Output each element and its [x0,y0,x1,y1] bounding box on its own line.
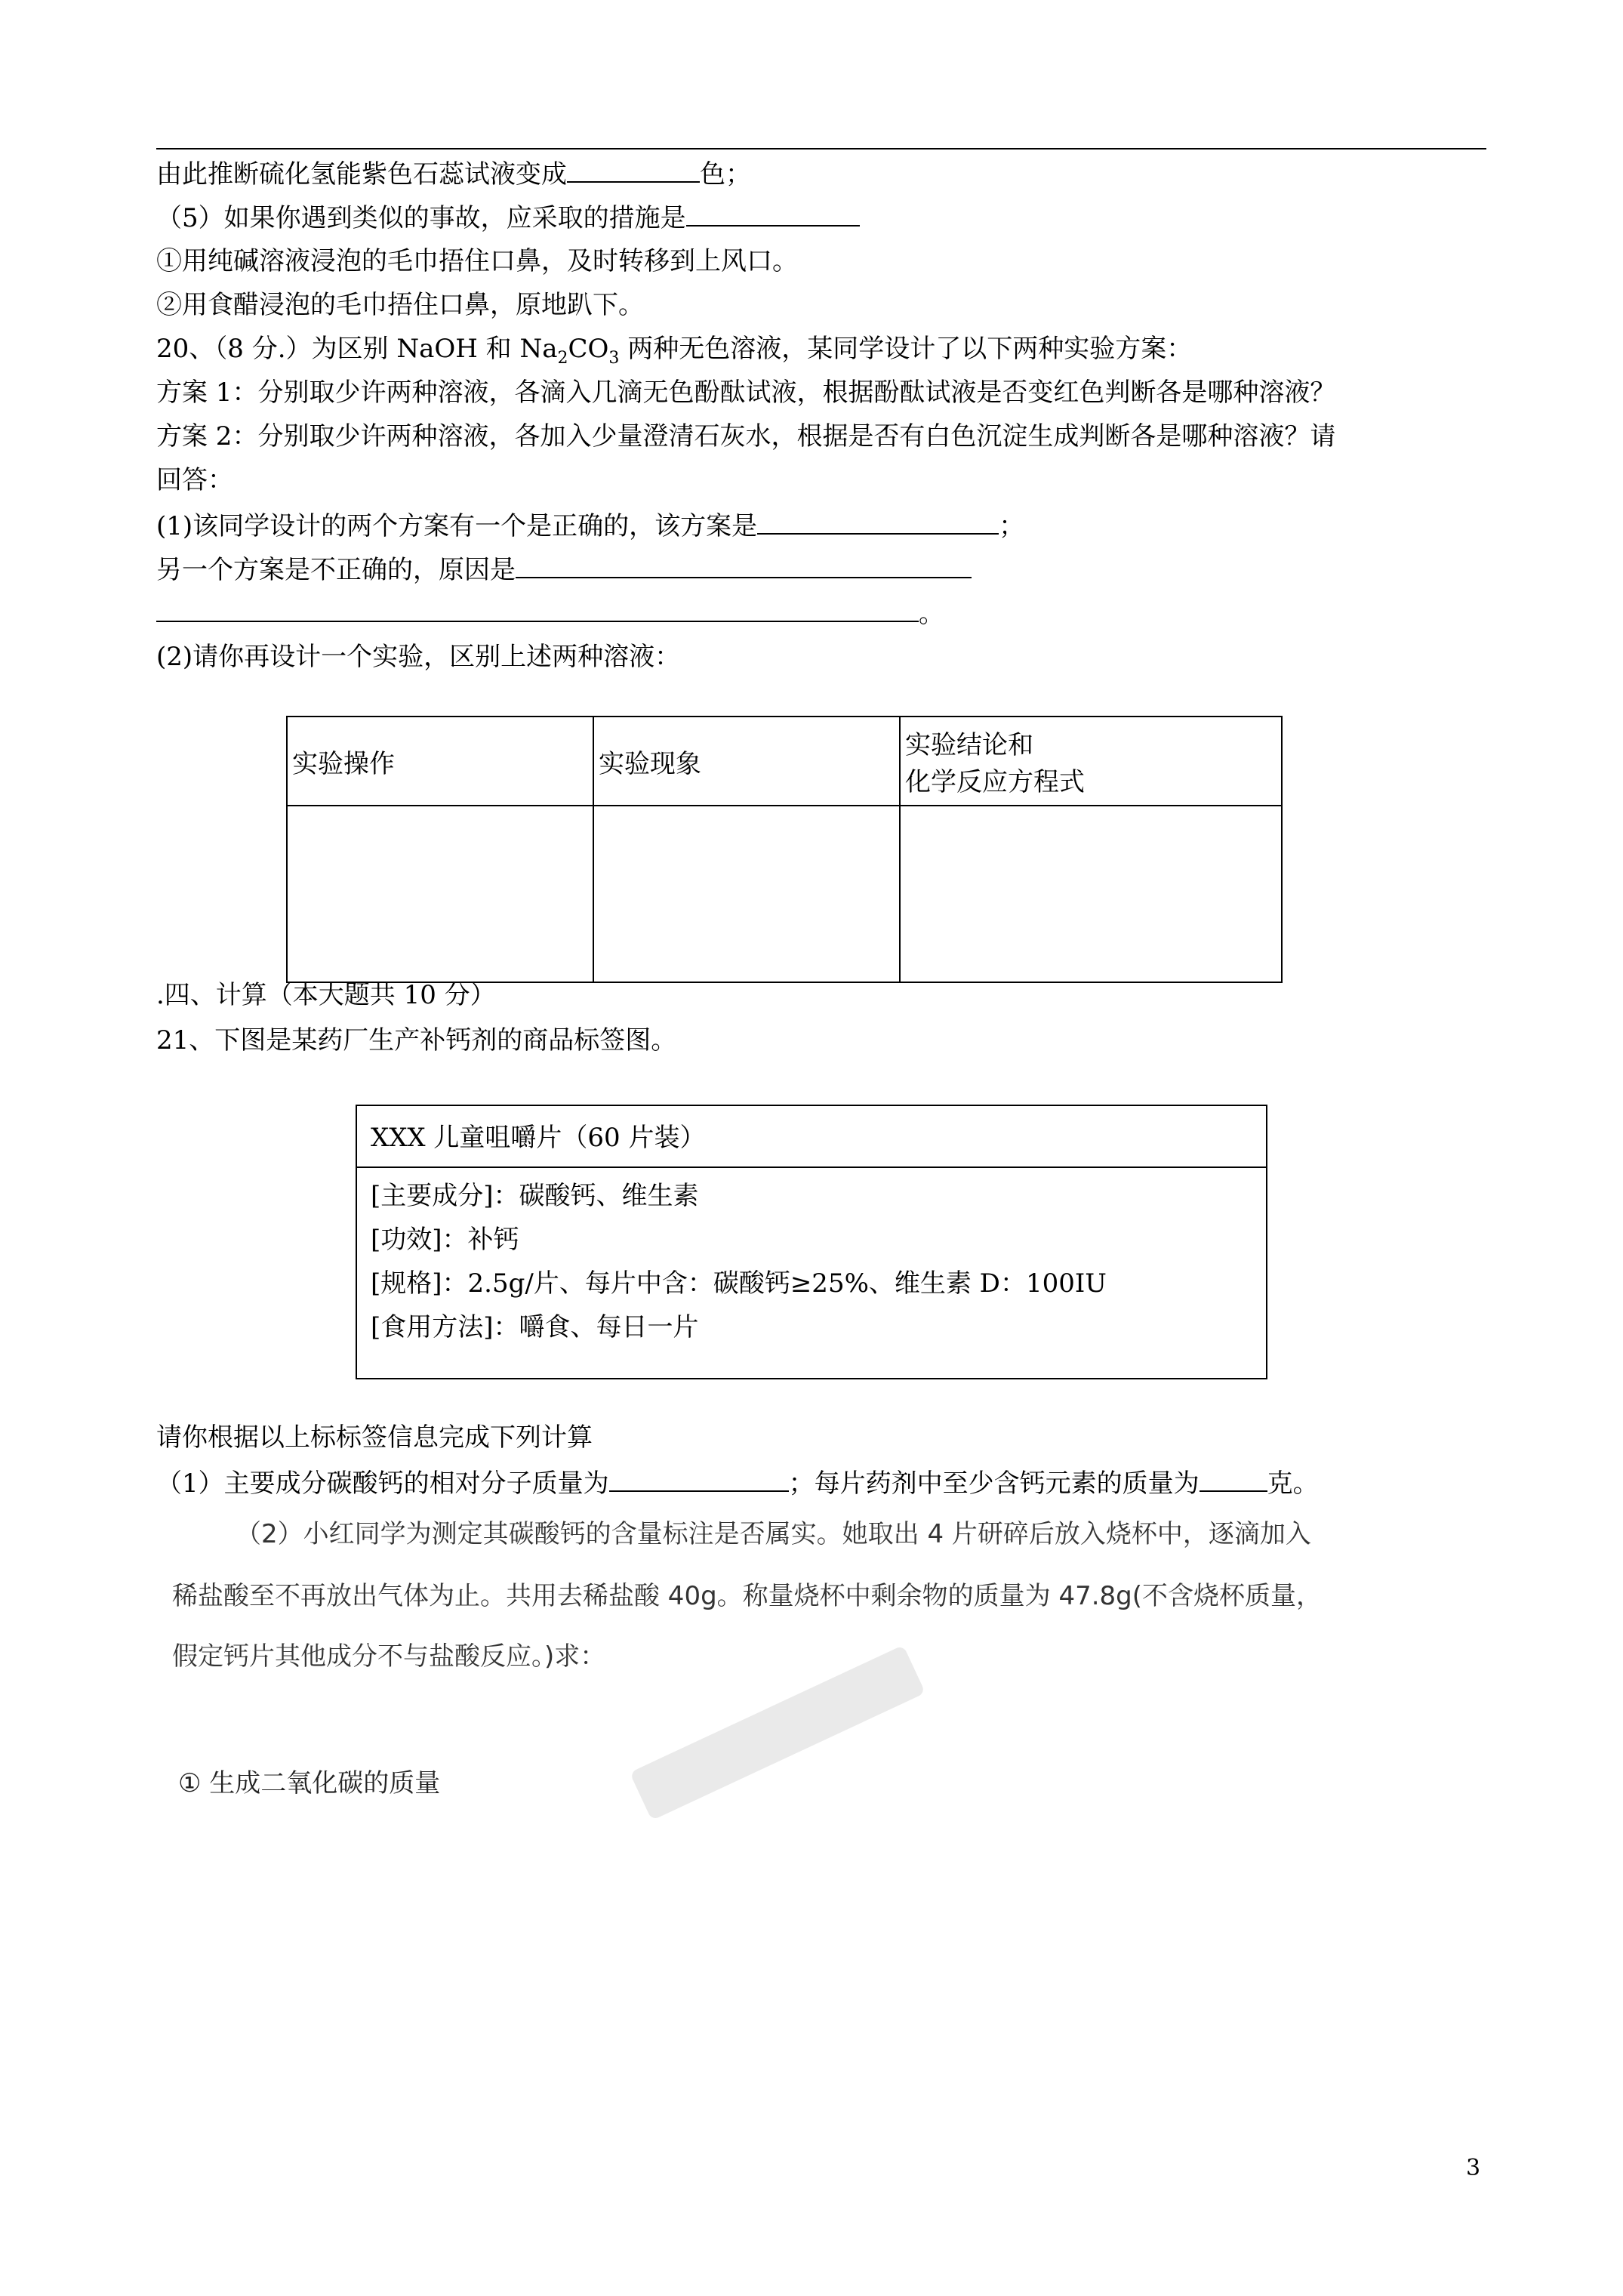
q21-part2: （2）小红同学为测定其碳酸钙的含量标注是否属实。她取出 4 片研碎后放入烧杯中，逐滴加入 [236,1519,1311,1549]
answer-prompt: 回答： [156,465,233,495]
q21-part2-cont2: 假定钙片其他成分不与盐酸反应。)求： [172,1641,606,1672]
text: 。 [919,599,944,629]
line-q5 [156,199,860,235]
q20-part1 [156,507,1024,543]
text: CO [568,334,609,364]
header-text: 实验现象 [599,748,701,779]
page-number: 3 [1466,2155,1481,2181]
table-cell [900,806,1282,982]
plan-1: 方案 1：分别取少许两种溶液，各滴入几滴无色酚酞试液，根据酚酞试液是否变红色判断各是哪种溶液？ [156,378,1336,408]
experiment-table [286,716,1283,983]
table-cell [287,806,593,982]
section-heading: .四、计算（本大题共 10 分） [156,980,496,1010]
subscript: 2 [557,348,568,368]
q21-subquestion-1: ① 生成二氧化碳的质量 [178,1768,441,1798]
text: 由此推断硫化氢能紫色石蕊试液变成 [156,159,567,190]
answer-blank [156,595,919,622]
table-row [287,806,1282,982]
table-header-cell [593,717,900,806]
label-effect: [功效]：补钙 [371,1225,519,1255]
label-spec: [规格]：2.5g/片、每片中含：碳酸钙≥25%、维生素 D：100IU [371,1268,1107,1299]
text: (1)该同学设计的两个方案有一个是正确的，该方案是 [156,511,758,541]
text: 两种无色溶液，某同学设计了以下两种实验方案： [619,334,1193,364]
table-header-cell [287,717,593,806]
answer-blank [516,551,972,578]
text: 20、（8 分.）为区别 NaOH 和 Na [156,334,558,364]
header-text: 实验操作 [292,748,395,779]
table-cell [593,806,900,982]
text: ； [999,511,1025,541]
question-20 [156,332,1192,375]
subscript: 3 [608,348,620,368]
option-2: ②用食醋浸泡的毛巾捂住口鼻，原地趴下。 [156,290,644,320]
label-title: XXX 儿童咀嚼片（60 片装） [371,1123,706,1153]
answer-blank [686,199,860,227]
answer-blank [1200,1465,1267,1492]
watermark [610,1614,945,1851]
answer-blank [757,507,999,535]
header-text: 实验结论和 [905,730,1033,760]
label-usage: [食用方法]：嚼食、每日一片 [371,1312,699,1342]
label-title-row [357,1106,1266,1168]
product-label [356,1105,1267,1379]
question-21: 21、下图是某药厂生产补钙剂的商品标签图。 [156,1025,677,1056]
plan-2: 方案 2：分别取少许两种溶液，各加入少量澄清石灰水，根据是否有白色沉淀生成判断各是哪种溶液？请 [156,421,1336,451]
text: 克。 [1267,1469,1319,1499]
text: ；每片药剂中至少含钙元素的质量为 [788,1469,1200,1499]
label-ingredients: [主要成分]：碳酸钙、维生素 [371,1181,699,1211]
q21-part2-cont: 稀盐酸至不再放出气体为止。共用去稀盐酸 40g。称量烧杯中剩余物的质量为 47.8g(不含烧杯质量， [172,1581,1323,1611]
text: （5）如果你遇到类似的事故，应采取的措施是 [156,203,686,233]
answer-blank [609,1465,789,1492]
header-rule [156,148,1486,149]
text: 另一个方案是不正确的，原因是 [156,555,516,585]
q20-reason [156,551,972,587]
text: 色； [700,159,751,190]
line-litmus [156,156,751,191]
q21-part1 [156,1465,1319,1500]
table-header-row [287,717,1282,806]
table-header-cell [900,717,1282,806]
label-content [371,1174,1107,1349]
q20-reason-cont [156,595,944,630]
instruction: 请你根据以上标标签信息完成下列计算 [156,1422,593,1453]
option-1: ①用纯碱溶液浸泡的毛巾捂住口鼻，及时转移到上风口。 [156,246,798,276]
text: （1）主要成分碳酸钙的相对分子质量为 [156,1469,609,1499]
header-text: 化学反应方程式 [905,767,1085,797]
q20-part2: (2)请你再设计一个实验，区别上述两种溶液： [156,642,681,672]
answer-blank [567,156,700,183]
